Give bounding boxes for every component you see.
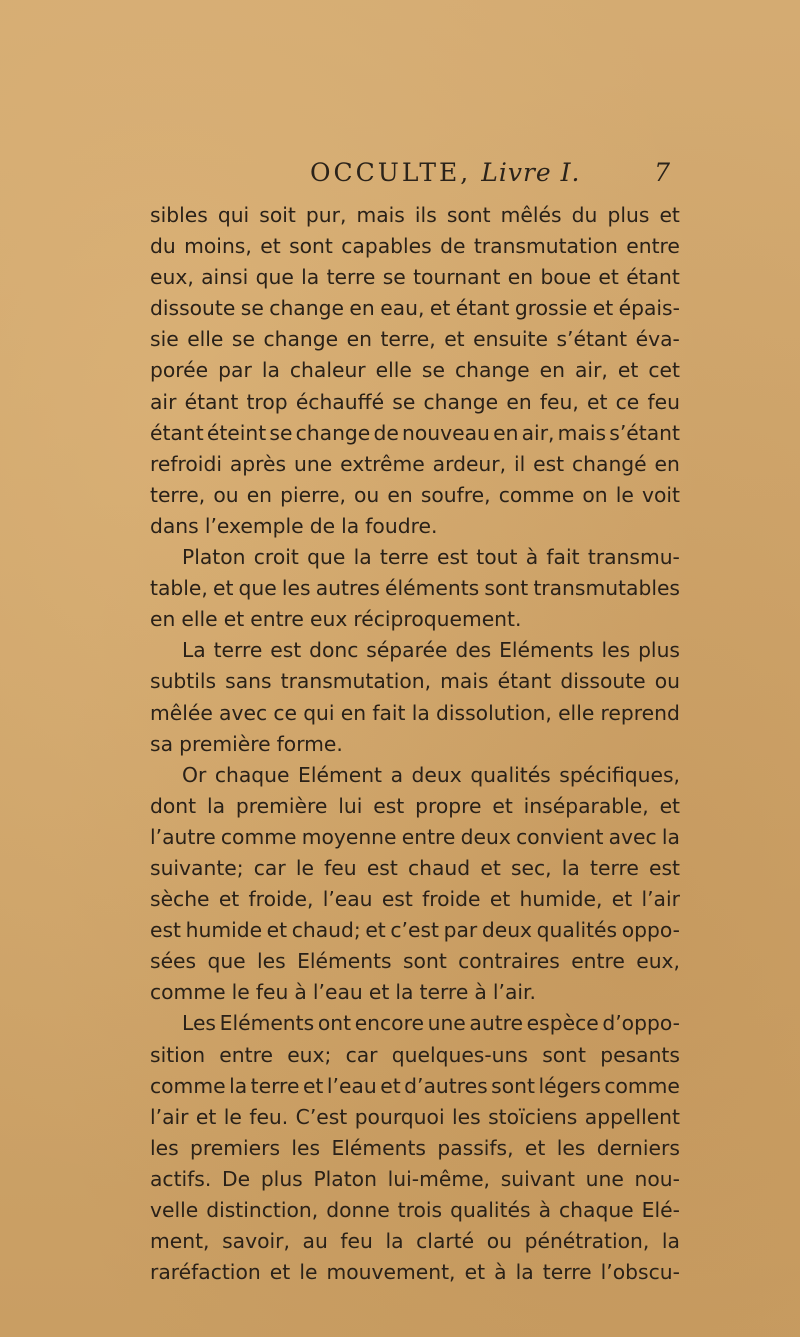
text-line: ment, savoir, au feu la clarté ou pénétration, la	[150, 1229, 680, 1254]
text-line: sa première forme.	[150, 731, 343, 756]
text-line: en elle et entre eux réciproquement.	[150, 607, 522, 632]
text-line: actifs. De plus Platon lui-même, suivant une nou-	[150, 1166, 680, 1191]
text-line: l’air et le feu. C’est pourquoi les stoïciens appellent	[150, 1104, 680, 1129]
text-line: sition entre eux; car quelques-uns sont pesants	[150, 1042, 680, 1067]
text-line: sie elle se change en terre, et ensuite s’étant éva-	[150, 327, 680, 352]
text-line: étant éteint se change de nouveau en air, mais s’étant	[150, 420, 680, 445]
text-line: Or chaque Elément a deux qualités spécifiques,	[182, 762, 680, 787]
text-line: Platon croit que la terre est tout à fait transmu-	[182, 545, 680, 570]
running-head	[310, 158, 690, 194]
text-line: dont la première lui est propre et inséparable, et	[150, 793, 680, 818]
running-head-title: OCCULTE,	[310, 158, 472, 187]
text-line: velle distinction, donne trois qualités à chaque Elé-	[150, 1198, 680, 1222]
text-line: sibles qui soit pur, mais ils sont mêlés du plus et	[150, 203, 680, 227]
text-line: eux, ainsi que la terre se tournant en boue et étant	[150, 265, 680, 290]
text-line: est humide et chaud; et c’est par deux qualités oppo-	[150, 918, 680, 943]
text-line: l’autre comme moyenne entre deux convient avec la	[150, 824, 680, 849]
text-line: refroidi après une extrême ardeur, il est changé en	[150, 451, 680, 476]
text-line: sées que les Eléments sont contraires entre eux,	[150, 949, 680, 974]
body-text	[150, 200, 680, 1288]
text-line: du moins, et sont capables de transmutation entre	[150, 234, 680, 259]
text-line: subtils sans transmutation, mais étant dissoute ou	[150, 669, 680, 694]
text-line: mêlée avec ce qui en fait la dissolution, elle reprend	[150, 700, 680, 725]
text-line: air étant trop échauffé se change en feu, et ce feu	[150, 389, 680, 414]
text-line: comme le feu à l’eau et la terre à l’air.	[150, 980, 536, 1005]
text-line: porée par la chaleur elle se change en air, et cet	[150, 358, 680, 383]
text-line: comme la terre et l’eau et d’autres sont légers comme	[150, 1073, 680, 1098]
text-line: les premiers les Eléments passifs, et les derniers	[150, 1135, 680, 1160]
text-line: raréfaction et le mouvement, et à la terre l’obscu-	[150, 1260, 680, 1285]
page-number: 7	[654, 158, 670, 187]
running-head-book: Livre I.	[481, 158, 581, 187]
text-line: dans l’exemple de la foudre.	[150, 513, 438, 538]
text-line: table, et que les autres éléments sont transmutables	[150, 576, 680, 601]
text-line: dissoute se change en eau, et étant grossie et épais-	[150, 296, 680, 321]
text-line: La terre est donc séparée des Eléments les plus	[182, 638, 680, 663]
text-line: suivante; car le feu est chaud et sec, la terre est	[150, 855, 680, 880]
text-line: Les Eléments ont encore une autre espèce d’oppo-	[182, 1011, 680, 1036]
text-line: terre, ou en pierre, ou en soufre, comme on le voit	[150, 482, 680, 507]
text-line: sèche et froide, l’eau est froide et humide, et l’air	[150, 887, 680, 912]
